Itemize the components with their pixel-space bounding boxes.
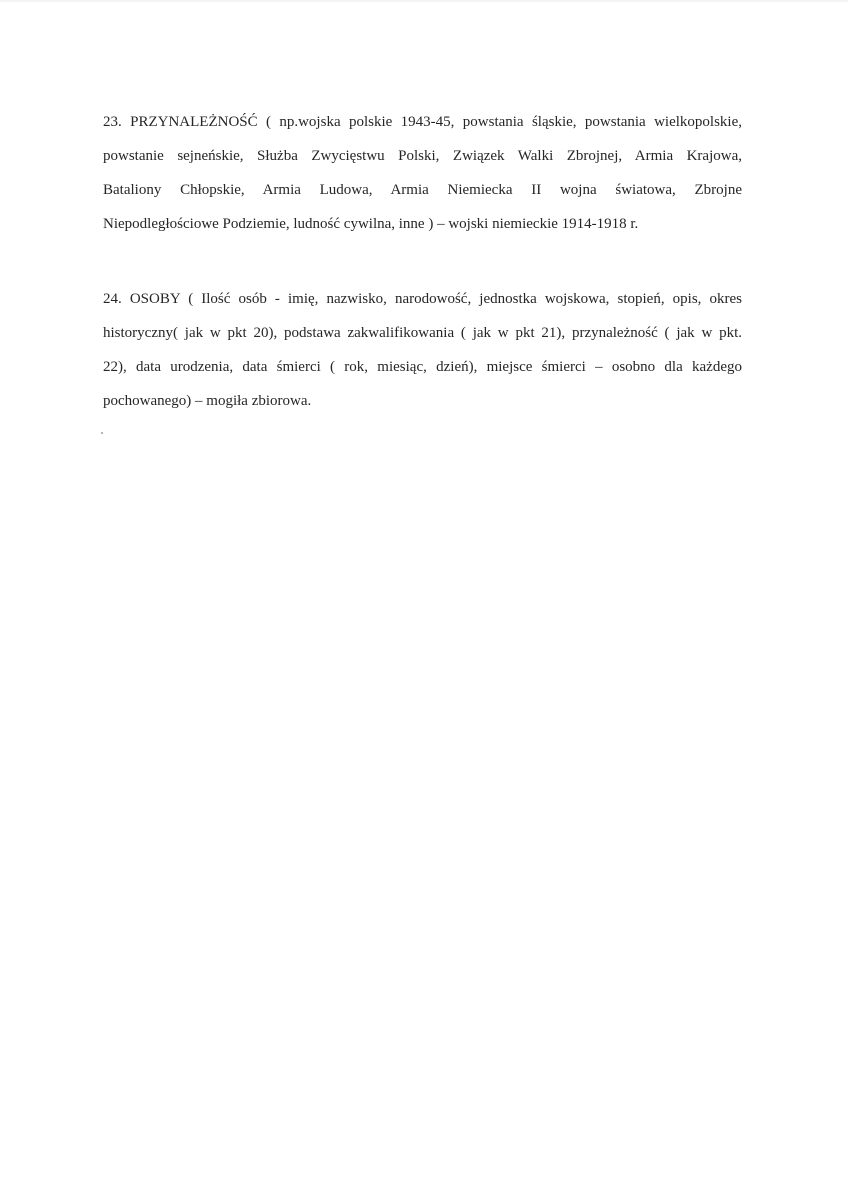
section-23-przynaleznosc <box>103 105 742 241</box>
section-24-osoby <box>103 282 742 418</box>
scan-speck <box>101 432 103 434</box>
section-23-line: powstanie sejneńskie, Służba Zwycięstwu Polski, Związek Walki Zbrojnej, Armia Krajowa, <box>103 148 742 164</box>
scan-edge <box>0 0 848 2</box>
section-23-line: Bataliony Chłopskie, Armia Ludowa, Armia Niemiecka II wojna światowa, Zbrojne <box>103 182 742 198</box>
section-23-line: Niepodległościowe Podziemie, ludność cywilna, inne ) – wojski niemieckie 1914-1918 r. <box>103 216 639 232</box>
section-24-line: historyczny( jak w pkt 20), podstawa zakwalifikowania ( jak w pkt 21), przynależność ( jak w pkt. <box>103 325 742 341</box>
section-23-line: 23. PRZYNALEŻNOŚĆ ( np.wojska polskie 1943-45, powstania śląskie, powstania wielkopolskie, <box>103 114 742 130</box>
section-24-line: 24. OSOBY ( Ilość osób - imię, nazwisko, narodowość, jednostka wojskowa, stopień, opis, okres <box>103 291 742 307</box>
section-24-line: pochowanego) – mogiła zbiorowa. <box>103 393 312 409</box>
section-24-line: 22), data urodzenia, data śmierci ( rok, miesiąc, dzień), miejsce śmierci – osobno dla każdego <box>103 359 742 375</box>
